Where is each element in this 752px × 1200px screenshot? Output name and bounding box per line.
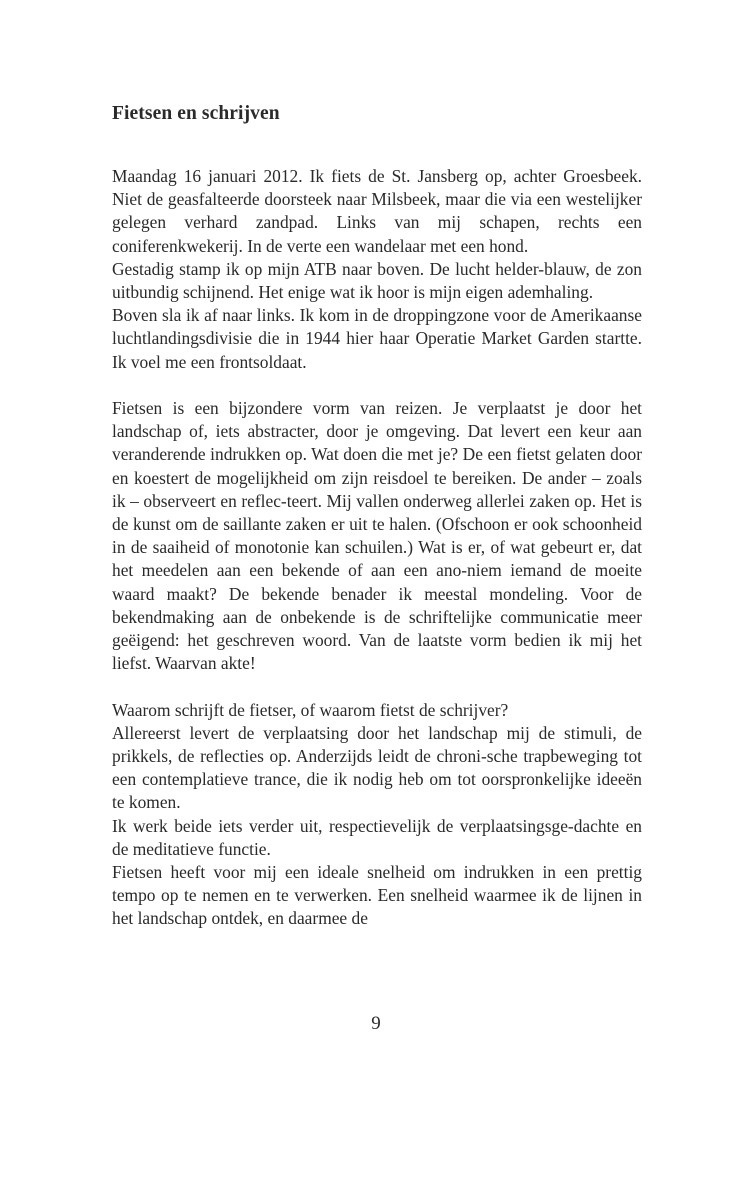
paragraph-spacer [112, 374, 642, 397]
paragraph-4: Fietsen is een bijzondere vorm van reizen. Je verplaatst je door het landschap of, iets abstracter, door je omgeving. Dat levert een keur aan veranderende indrukken op. Wat doen die met je? De een fietst gelaten door en koestert de mogelijkheid om zijn reisdoel te bereiken. De ander – zoals ik – observeert en reflec-teert. Mij vallen onderweg allerlei zaken op. Het is de kunst om de saillante zaken er uit te halen. (Ofschoon er ook schoonheid in de saaiheid of monotonie kan schuilen.) Wat is er, of wat gebeurt er, dat het meedelen aan een bekende of aan een ano-niem iemand de moeite waard maakt? De bekende benader ik meestal mondeling. Voor de bekendmaking aan de onbekende is de schriftelijke communicatie meer geëigend: het geschreven woord. Van de laatste vorm bedien ik mij het liefst. Waarvan akte! [112, 398, 642, 674]
paragraph-2: Gestadig stamp ik op mijn ATB naar boven. De lucht helder-blauw, de zon uitbundig schijnend. Het enige wat ik hoor is mijn eigen ademhaling. [112, 258, 642, 303]
paragraph-spacer [112, 675, 642, 698]
chapter-title: Fietsen en schrijven [112, 103, 280, 124]
page-content [112, 98, 642, 931]
paragraph-1: Maandag 16 januari 2012. Ik fiets de St. Jansberg op, achter Groesbeek. Niet de geasfalteerde doorsteek naar Milsbeek, maar die via een westelijker gelegen verhard zandpad. Links van mij schapen, rechts een coniferenkwekerij. In de verte een wandelaar met een hond. [112, 166, 642, 256]
paragraph-5: Waarom schrijft de fietser, of waarom fietst de schrijver? [112, 699, 509, 720]
paragraph-6: Allereerst levert de verplaatsing door het landschap mij de stimuli, de prikkels, de reflecties op. Anderzijds leidt de chroni-sche trapbeweging tot een contemplatieve trance, die ik nodig heb om tot oorspronkelijke ideeën te komen. [112, 722, 642, 813]
paragraph-7: Ik werk beide iets verder uit, respectievelijk de verplaatsingsge-dachte en de meditatieve functie. [112, 815, 642, 859]
page-number: 9 [371, 1013, 381, 1034]
paragraph-8: Fietsen heeft voor mij een ideale snelheid om indrukken in een prettig tempo op te nemen en te verwerken. Een snelheid waarmee ik de lijnen in het landschap ontdek, en daarmee de [112, 862, 642, 929]
paragraph-3: Boven sla ik af naar links. Ik kom in de droppingzone voor de Amerikaanse luchtlandingsdivisie die in 1944 hier haar Operatie Market Garden startte. Ik voel me een frontsoldaat. [112, 305, 642, 372]
